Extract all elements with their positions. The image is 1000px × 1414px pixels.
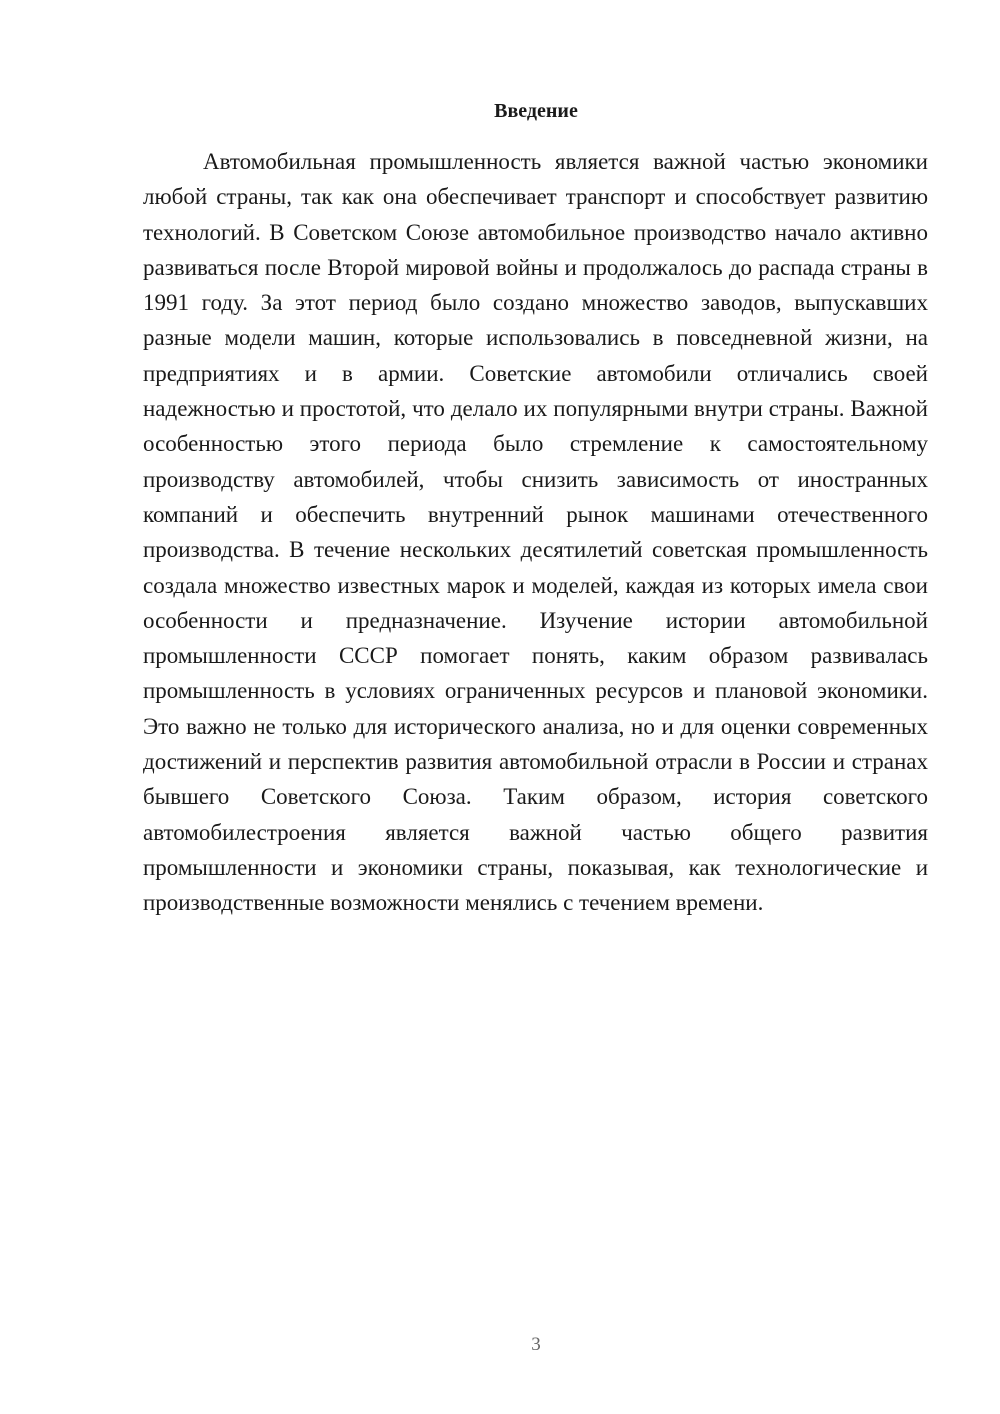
page-number: 3 xyxy=(531,1334,541,1355)
section-heading: Введение xyxy=(494,100,578,122)
body-paragraph: Автомобильная промышленность является важной частью экономики любой страны, так как она обеспечивает транспорт и способствует развитию технологий. В Советском Союзе автомобильное производство начало активно развиваться после Второй мировой войны и продолжалось до распада страны в 1991 году. За этот период было создано множество заводов, выпускавших разные модели машин, которые использовались в повседневной жизни, на предприятиях и в армии. Советские автомобили отличались своей надежностью и простотой, что делало их популярными внутри страны. Важной особенностью этого периода было стремление к самостоятельному производству автомобилей, чтобы снизить зависимость от иностранных компаний и обеспечить внутренний рынок машинами отечественного производства. В течение нескольких десятилетий советская промышленность создала множество известных марок и моделей, каждая из которых имела свои особенности и предназначение. Изучение истории автомобильной промышленности СССР помогает понять, каким образом развивалась промышленность в условиях ограниченных ресурсов и плановой экономики. Это важно не только для исторического анализа, но и для оценки современных достижений и перспектив развития автомобильной отрасли в России и странах бывшего Советского Союза. Таким образом, история советского автомобилестроения является важной частью общего развития промышленности и экономики страны, показывая, как технологические и производственные возможности менялись с течением времени. xyxy=(143,149,928,916)
